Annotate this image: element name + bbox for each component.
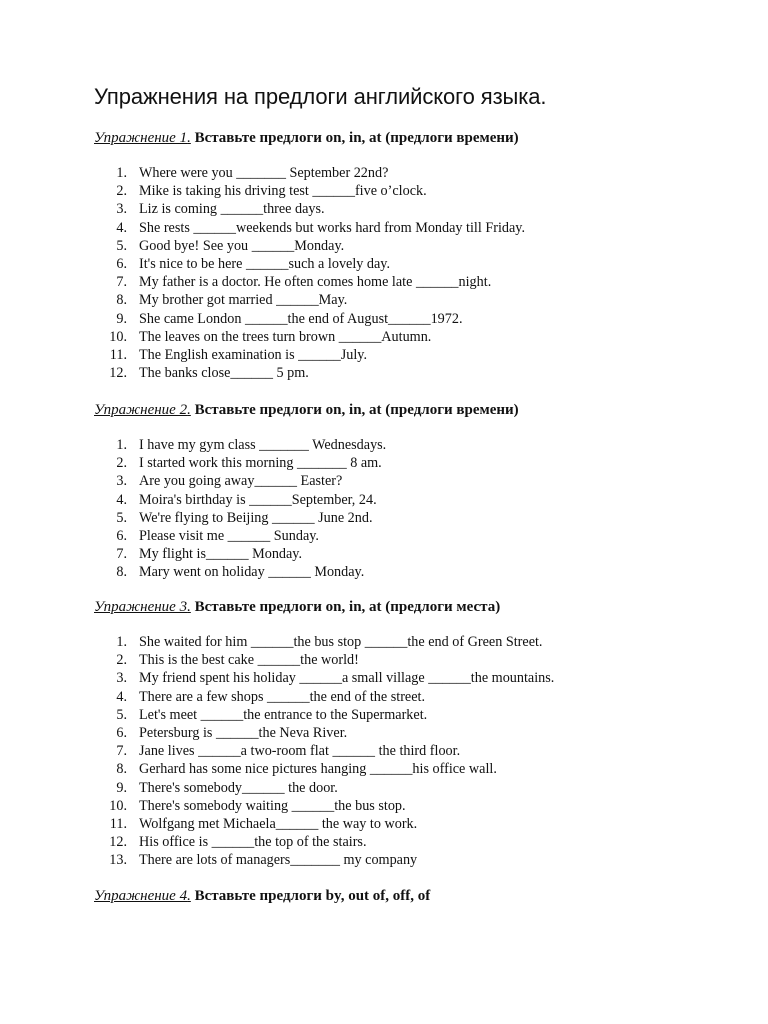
item-text: I have my gym class _______ Wednesdays. [139, 437, 387, 453]
item-text: Please visit me ______ Sunday. [139, 527, 319, 544]
page-title: Упражнения на предлоги английского языка. [94, 84, 547, 109]
item-number: 1. [116, 437, 127, 453]
item-number: 8. [116, 761, 127, 778]
item-text: The banks close______ 5 pm. [139, 365, 309, 382]
item-text: The leaves on the trees turn brown ______Autumn. [139, 328, 432, 345]
item-number: 2. [116, 652, 127, 669]
item-number: 6. [116, 724, 127, 741]
item-text: Moira's birthday is ______September, 24. [139, 491, 377, 508]
item-text: Wolfgang met Michaela______ the way to work. [139, 815, 418, 832]
item-number: 8. [116, 564, 127, 581]
item-number: 12. [109, 834, 127, 851]
item-number: 5. [116, 706, 127, 723]
exercise-3-label: Упражнение 3 [94, 599, 188, 615]
item-number: 1. [116, 165, 127, 181]
exercise-4-heading [94, 887, 430, 905]
item-text: It's nice to be here ______such a lovely day. [139, 255, 391, 272]
item-text: Liz is coming ______three days. [139, 201, 325, 218]
item-number: 6. [116, 255, 127, 272]
exercise-2-instruction: Вставьте предлоги on, in, at (предлоги времени) [190, 402, 519, 418]
item-number: 7. [116, 546, 127, 563]
item-number: 9. [116, 310, 127, 327]
item-number: 8. [116, 292, 127, 309]
item-text: My father is a doctor. He often comes home late ______night. [139, 274, 492, 291]
exercise-2-heading [94, 401, 519, 419]
exercise-4-instruction: Вставьте предлоги by, out of, off, of [190, 888, 431, 904]
item-text: Gerhard has some nice pictures hanging ______his office wall. [139, 761, 497, 778]
item-number: 9. [116, 779, 127, 796]
exercise-1-label-suffix: . [187, 130, 191, 146]
item-number: 4. [116, 688, 127, 705]
item-number: 10. [109, 328, 127, 345]
item-text: There's somebody______ the door. [139, 779, 338, 796]
item-number: 2. [116, 183, 127, 200]
item-text: I started work this morning _______ 8 am. [139, 455, 382, 472]
item-text: She came London ______the end of August______1972. [139, 310, 463, 327]
item-text: There's somebody waiting ______the bus stop. [139, 797, 406, 814]
item-text: Mike is taking his driving test ______five o’clock. [139, 183, 427, 200]
item-number: 5. [116, 237, 127, 254]
item-number: 12. [109, 365, 127, 382]
exercise-1-heading [94, 129, 519, 147]
exercise-3-heading [94, 598, 500, 616]
item-text: Let's meet ______the entrance to the Supermarket. [139, 706, 428, 723]
exercise-3-instruction: Вставьте предлоги on, in, at (предлоги места) [190, 599, 501, 615]
item-text: She waited for him ______the bus stop ______the end of Green Street. [139, 634, 543, 650]
item-number: 10. [109, 797, 127, 814]
item-text: There are a few shops ______the end of the street. [139, 688, 426, 705]
item-number: 11. [109, 346, 127, 363]
item-number: 11. [109, 815, 127, 832]
item-number: 3. [116, 670, 127, 687]
exercise-2-label-suffix: . [187, 402, 191, 418]
item-number: 3. [116, 201, 127, 218]
item-text: Good bye! See you ______Monday. [139, 237, 345, 254]
item-text: She rests ______weekends but works hard from Monday till Friday. [139, 219, 526, 236]
item-text: This is the best cake ______the world! [139, 652, 359, 669]
item-number: 1. [116, 634, 127, 650]
item-text: Jane lives ______a two-room flat ______ the third floor. [139, 743, 461, 760]
item-number: 6. [116, 527, 127, 544]
item-text: Petersburg is ______the Neva River. [139, 724, 348, 741]
item-text: The English examination is ______July. [139, 346, 368, 363]
item-text: Mary went on holiday ______ Monday. [139, 564, 365, 581]
item-text: His office is ______the top of the stairs. [139, 834, 367, 851]
exercise-1-instruction: Вставьте предлоги on, in, at (предлоги времени) [190, 130, 519, 146]
item-text: Are you going away______ Easter? [139, 473, 343, 490]
item-number: 4. [116, 219, 127, 236]
item-number: 5. [116, 509, 127, 526]
item-text: Where were you _______ September 22nd? [139, 165, 389, 181]
item-text: My brother got married ______May. [139, 292, 348, 309]
item-text: We're flying to Beijing ______ June 2nd. [139, 509, 373, 526]
exercise-4-label: Упражнение 4 [94, 888, 188, 904]
exercise-1-label: Упражнение 1 [94, 130, 188, 146]
item-number: 4. [116, 491, 127, 508]
exercise-4-label-suffix: . [187, 888, 191, 904]
exercise-2-label: Упражнение 2 [94, 402, 188, 418]
item-number: 7. [116, 743, 127, 760]
item-number: 13. [109, 852, 127, 869]
item-text: There are lots of managers_______ my company [139, 852, 418, 869]
item-number: 7. [116, 274, 127, 291]
item-number: 2. [116, 455, 127, 472]
item-number: 3. [116, 473, 127, 490]
item-text: My flight is______ Monday. [139, 546, 303, 563]
exercise-3-label-suffix: . [187, 599, 191, 615]
item-text: My friend spent his holiday ______a small village ______the mountains. [139, 670, 555, 687]
